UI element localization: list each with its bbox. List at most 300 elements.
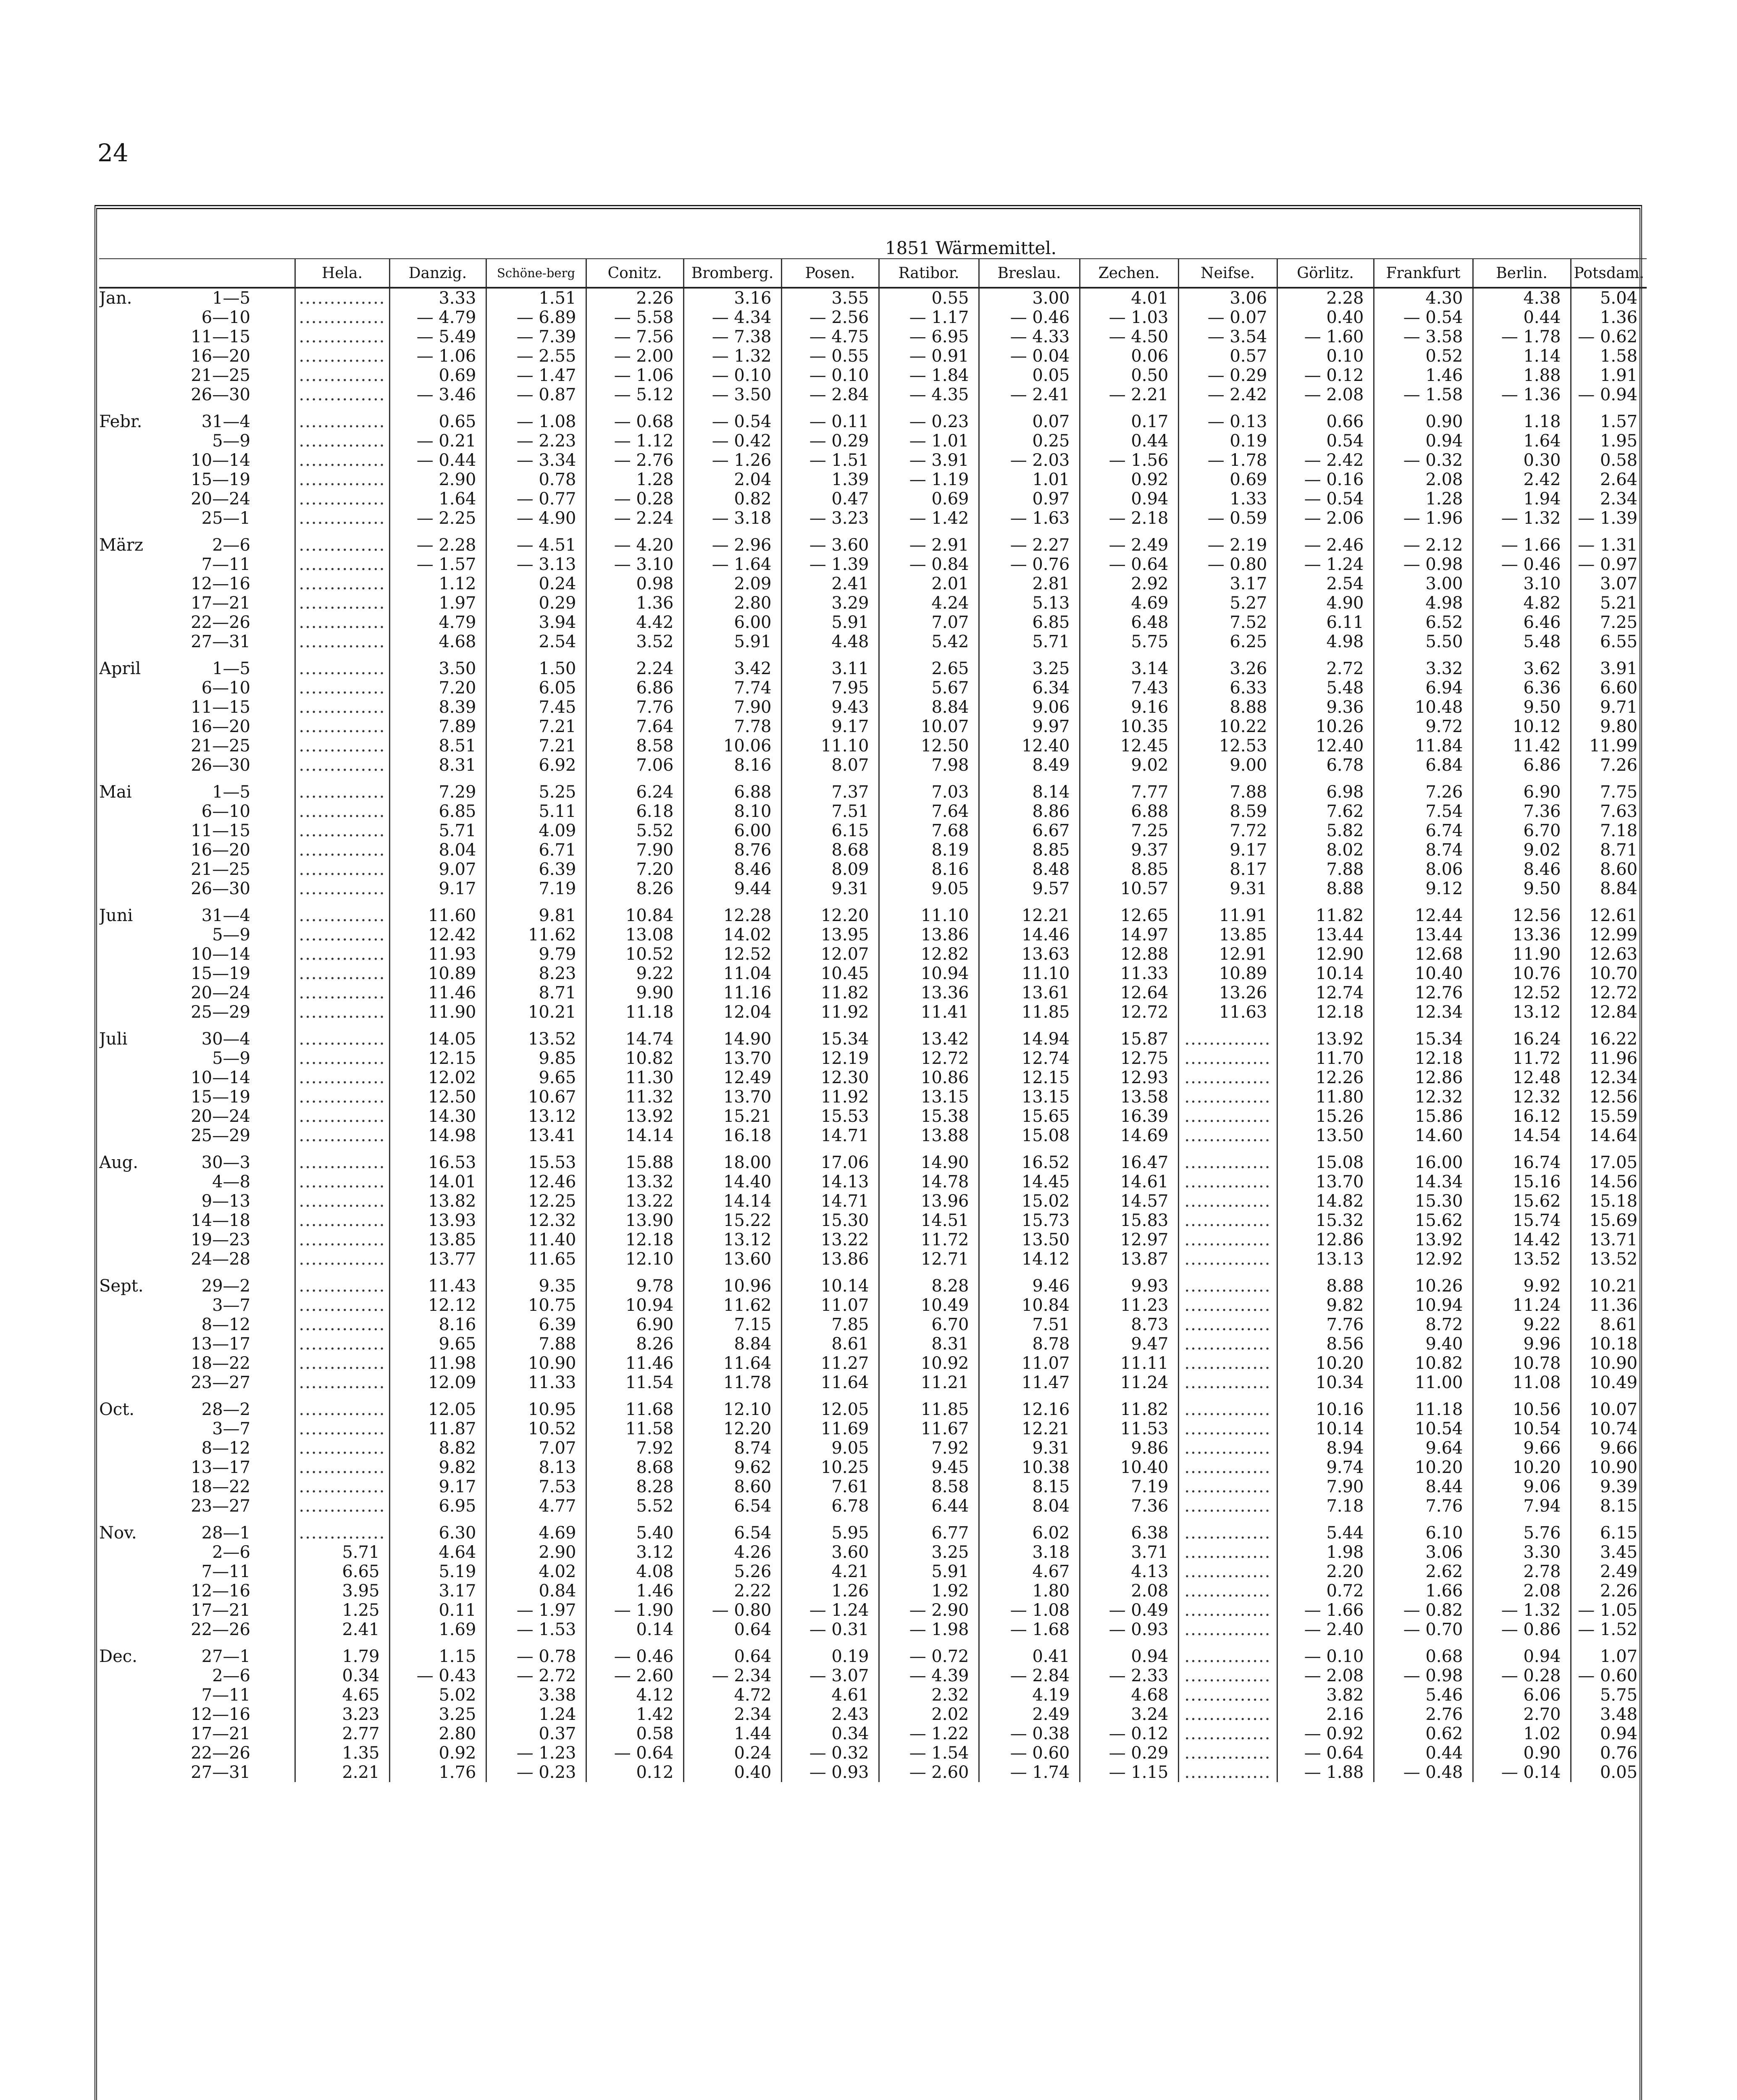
value-cell: 1.28 <box>1374 489 1473 509</box>
value-cell: — 1.78 <box>1178 451 1277 470</box>
value-cell: 9.66 <box>1571 1438 1647 1458</box>
period-label <box>99 964 295 983</box>
value-cell: 0.94 <box>1571 1724 1647 1743</box>
value-cell: 12.52 <box>1473 983 1571 1003</box>
value-cell: 10.22 <box>1178 717 1277 736</box>
value-cell: 5.67 <box>879 678 979 698</box>
value-cell: 9.50 <box>1473 879 1571 898</box>
value-cell: 0.14 <box>586 1620 683 1639</box>
value-cell: 8.16 <box>879 860 979 879</box>
value-cell: 10.84 <box>586 898 683 925</box>
value-cell: 2.90 <box>389 470 486 489</box>
value-cell: 13.86 <box>781 1250 879 1269</box>
value-cell: 6.34 <box>979 678 1080 698</box>
value-cell: 3.45 <box>1571 1543 1647 1562</box>
value-cell: 10.56 <box>1473 1392 1571 1419</box>
value-cell: — 2.41 <box>979 385 1080 404</box>
value-cell: .............. <box>1178 1562 1277 1581</box>
value-cell: 5.95 <box>781 1516 879 1543</box>
value-cell: 12.72 <box>879 1049 979 1068</box>
day-range: 13—17 <box>191 1458 250 1477</box>
value-cell: 0.92 <box>389 1743 486 1763</box>
value-cell: .............. <box>295 632 389 651</box>
value-cell: 2.09 <box>683 574 781 593</box>
value-cell: — 3.50 <box>683 385 781 404</box>
value-cell: 4.13 <box>1080 1562 1178 1581</box>
value-cell: 1.92 <box>879 1581 979 1601</box>
value-cell: 12.05 <box>389 1392 486 1419</box>
table-row <box>99 431 1647 451</box>
value-cell: — 2.72 <box>486 1666 586 1685</box>
table-row <box>99 1003 1647 1022</box>
value-cell: 12.61 <box>1571 898 1647 925</box>
value-cell: 12.19 <box>781 1049 879 1068</box>
value-cell: 1.51 <box>486 288 586 308</box>
period-label <box>99 1049 295 1068</box>
value-cell: 1.58 <box>1571 346 1647 366</box>
value-cell: 1.46 <box>586 1581 683 1601</box>
value-cell: 12.63 <box>1571 945 1647 964</box>
value-cell: 8.68 <box>781 840 879 860</box>
value-cell: 15.38 <box>879 1107 979 1126</box>
value-cell: 16.22 <box>1571 1022 1647 1049</box>
value-cell: — 0.38 <box>979 1724 1080 1743</box>
value-cell: .............. <box>295 1192 389 1211</box>
value-cell: 0.34 <box>781 1724 879 1743</box>
value-cell: 6.77 <box>879 1516 979 1543</box>
value-cell: 10.34 <box>1277 1373 1374 1392</box>
value-cell: 15.53 <box>486 1145 586 1172</box>
value-cell: 14.42 <box>1473 1230 1571 1250</box>
value-cell: — 3.07 <box>781 1666 879 1685</box>
value-cell: — 1.96 <box>1374 509 1473 528</box>
value-cell: 1.28 <box>586 470 683 489</box>
value-cell: 10.45 <box>781 964 879 983</box>
period-label <box>99 651 295 678</box>
value-cell: 4.02 <box>486 1562 586 1581</box>
value-cell: — 0.55 <box>781 346 879 366</box>
value-cell: 4.21 <box>781 1562 879 1581</box>
value-cell: .............. <box>1178 1126 1277 1145</box>
value-cell: — 2.55 <box>486 346 586 366</box>
value-cell: 13.93 <box>389 1211 486 1230</box>
value-cell: 6.78 <box>781 1496 879 1516</box>
value-cell: 0.24 <box>683 1743 781 1763</box>
day-range: 3—7 <box>212 1419 250 1438</box>
value-cell: — 1.08 <box>979 1601 1080 1620</box>
value-cell: 8.19 <box>879 840 979 860</box>
value-cell: 8.85 <box>979 840 1080 860</box>
value-cell: 8.10 <box>683 802 781 821</box>
value-cell: — 3.23 <box>781 509 879 528</box>
table-row <box>99 1639 1647 1666</box>
value-cell: .............. <box>295 651 389 678</box>
day-range: 23—27 <box>191 1373 250 1392</box>
value-cell: 5.76 <box>1473 1516 1571 1543</box>
value-cell: 6.60 <box>1571 678 1647 698</box>
value-cell: 15.32 <box>1277 1211 1374 1230</box>
value-cell: 11.42 <box>1473 736 1571 756</box>
value-cell: 11.08 <box>1473 1373 1571 1392</box>
value-cell: — 1.22 <box>879 1724 979 1743</box>
value-cell: 12.21 <box>979 1419 1080 1438</box>
value-cell: 7.63 <box>1571 802 1647 821</box>
value-cell: 5.27 <box>1178 593 1277 613</box>
table-row <box>99 945 1647 964</box>
value-cell: 7.19 <box>1080 1477 1178 1496</box>
table-row <box>99 1087 1647 1107</box>
value-cell: 2.21 <box>295 1763 389 1782</box>
value-cell: 3.32 <box>1374 651 1473 678</box>
value-cell: 11.63 <box>1178 1003 1277 1022</box>
value-cell: 7.37 <box>781 775 879 802</box>
day-range: 10—14 <box>191 451 250 470</box>
value-cell: 10.94 <box>879 964 979 983</box>
value-cell: .............. <box>1178 1763 1277 1782</box>
value-cell: 2.22 <box>683 1581 781 1601</box>
value-cell: .............. <box>1178 1211 1277 1230</box>
value-cell: 12.76 <box>1374 983 1473 1003</box>
value-cell: — 4.34 <box>683 308 781 327</box>
value-cell: — 2.33 <box>1080 1666 1178 1685</box>
value-cell: — 2.46 <box>1277 528 1374 555</box>
day-range: 4—8 <box>212 1172 250 1192</box>
value-cell: 9.17 <box>1178 840 1277 860</box>
value-cell: — 3.18 <box>683 509 781 528</box>
period-label <box>99 1620 295 1639</box>
value-cell: .............. <box>295 945 389 964</box>
value-cell: 7.90 <box>683 698 781 717</box>
day-range: 17—21 <box>191 1724 250 1743</box>
value-cell: — 5.12 <box>586 385 683 404</box>
value-cell: 10.14 <box>781 1269 879 1296</box>
value-cell: 2.41 <box>781 574 879 593</box>
value-cell: 14.34 <box>1374 1172 1473 1192</box>
value-cell: 7.98 <box>879 756 979 775</box>
value-cell: .............. <box>295 1022 389 1049</box>
day-range: 27—31 <box>191 1763 250 1782</box>
value-cell: 3.30 <box>1473 1543 1571 1562</box>
value-cell: .............. <box>1178 1419 1277 1438</box>
value-cell: — 0.64 <box>1080 555 1178 574</box>
period-label <box>99 1543 295 1562</box>
value-cell: — 2.60 <box>879 1763 979 1782</box>
value-cell: 15.74 <box>1473 1211 1571 1230</box>
value-cell: 4.19 <box>979 1685 1080 1705</box>
table-row <box>99 1172 1647 1192</box>
value-cell: 4.69 <box>1080 593 1178 613</box>
day-range: 15—19 <box>191 1087 250 1107</box>
table-row <box>99 651 1647 678</box>
value-cell: .............. <box>295 1477 389 1496</box>
day-range: 25—1 <box>201 509 250 528</box>
value-cell: 4.38 <box>1473 288 1571 308</box>
month-label: Jan. <box>99 289 132 308</box>
value-cell: 6.86 <box>1473 756 1571 775</box>
value-cell: 8.78 <box>979 1334 1080 1354</box>
value-cell: 12.18 <box>1374 1049 1473 1068</box>
value-cell: 14.71 <box>781 1126 879 1145</box>
column-header: Breslau. <box>979 259 1080 288</box>
value-cell: 14.40 <box>683 1172 781 1192</box>
value-cell: 11.27 <box>781 1354 879 1373</box>
value-cell: .............. <box>295 1172 389 1192</box>
value-cell: 13.86 <box>879 925 979 945</box>
value-cell: 11.87 <box>389 1419 486 1438</box>
value-cell: — 0.16 <box>1277 470 1374 489</box>
value-cell: — 1.01 <box>879 431 979 451</box>
value-cell: 2.42 <box>1473 470 1571 489</box>
value-cell: 12.46 <box>486 1172 586 1192</box>
table-row <box>99 1562 1647 1581</box>
value-cell: 0.05 <box>979 366 1080 385</box>
value-cell: — 1.54 <box>879 1743 979 1763</box>
value-cell: 10.35 <box>1080 717 1178 736</box>
period-label <box>99 593 295 613</box>
value-cell: — 4.33 <box>979 327 1080 346</box>
value-cell: 8.84 <box>1571 879 1647 898</box>
value-cell: 4.30 <box>1374 288 1473 308</box>
value-cell: 2.24 <box>586 651 683 678</box>
value-cell: 8.14 <box>979 775 1080 802</box>
day-range: 23—27 <box>191 1496 250 1516</box>
value-cell: 2.80 <box>389 1724 486 1743</box>
value-cell: 13.41 <box>486 1126 586 1145</box>
value-cell: 11.91 <box>1178 898 1277 925</box>
value-cell: 10.38 <box>979 1458 1080 1477</box>
period-label <box>99 945 295 964</box>
value-cell: 8.23 <box>486 964 586 983</box>
value-cell: — 0.98 <box>1374 1666 1473 1685</box>
value-cell: 1.64 <box>389 489 486 509</box>
value-cell: — 0.13 <box>1178 404 1277 431</box>
value-cell: 3.23 <box>295 1705 389 1724</box>
table-row <box>99 840 1647 860</box>
day-range: 2—6 <box>212 536 250 555</box>
period-label <box>99 1126 295 1145</box>
value-cell: 7.76 <box>1374 1496 1473 1516</box>
table-row <box>99 1601 1647 1620</box>
day-range: 12—16 <box>191 574 250 593</box>
value-cell: 16.39 <box>1080 1107 1178 1126</box>
value-cell: 12.86 <box>1374 1068 1473 1087</box>
value-cell: 6.88 <box>1080 802 1178 821</box>
value-cell: — 2.24 <box>586 509 683 528</box>
value-cell: 12.64 <box>1080 983 1178 1003</box>
value-cell: .............. <box>1178 1620 1277 1639</box>
value-cell: 9.47 <box>1080 1334 1178 1354</box>
value-cell: 8.15 <box>979 1477 1080 1496</box>
value-cell: — 4.35 <box>879 385 979 404</box>
day-range: 17—21 <box>191 1601 250 1620</box>
value-cell: 3.16 <box>683 288 781 308</box>
day-range: 26—30 <box>191 385 250 404</box>
value-cell: 3.12 <box>586 1543 683 1562</box>
value-cell: 2.62 <box>1374 1562 1473 1581</box>
value-cell: 12.20 <box>781 898 879 925</box>
value-cell: 1.46 <box>1374 366 1473 385</box>
value-cell: 0.30 <box>1473 451 1571 470</box>
value-cell: 9.22 <box>586 964 683 983</box>
table-row <box>99 1543 1647 1562</box>
value-cell: 11.21 <box>879 1373 979 1392</box>
value-cell: .............. <box>1178 1087 1277 1107</box>
period-label <box>99 1496 295 1516</box>
value-cell: 1.42 <box>586 1705 683 1724</box>
value-cell: 15.21 <box>683 1107 781 1126</box>
day-range: 30—3 <box>201 1153 250 1172</box>
value-cell: 8.59 <box>1178 802 1277 821</box>
value-cell: — 1.08 <box>486 404 586 431</box>
value-cell: .............. <box>295 964 389 983</box>
day-range: 14—18 <box>191 1211 250 1230</box>
day-range: 20—24 <box>191 1107 250 1126</box>
value-cell: 8.61 <box>781 1334 879 1354</box>
day-range: 15—19 <box>191 964 250 983</box>
value-cell: .............. <box>295 717 389 736</box>
value-cell: 12.49 <box>683 1068 781 1087</box>
table-row <box>99 1049 1647 1068</box>
value-cell: — 1.05 <box>1571 1601 1647 1620</box>
value-cell: 11.90 <box>1473 945 1571 964</box>
value-cell: 6.11 <box>1277 613 1374 632</box>
value-cell: 9.78 <box>586 1269 683 1296</box>
value-cell: 7.75 <box>1571 775 1647 802</box>
value-cell: — 7.56 <box>586 327 683 346</box>
value-cell: — 2.42 <box>1277 451 1374 470</box>
value-cell: 2.49 <box>979 1705 1080 1724</box>
value-cell: — 1.24 <box>1277 555 1374 574</box>
column-header: Görlitz. <box>1277 259 1374 288</box>
table-row <box>99 1581 1647 1601</box>
value-cell: 14.78 <box>879 1172 979 1192</box>
value-cell: 9.85 <box>486 1049 586 1068</box>
value-cell: 4.98 <box>1374 593 1473 613</box>
value-cell: 13.61 <box>979 983 1080 1003</box>
value-cell: .............. <box>295 1211 389 1230</box>
value-cell: — 1.84 <box>879 366 979 385</box>
value-cell: .............. <box>295 555 389 574</box>
value-cell: 0.54 <box>1277 431 1374 451</box>
value-cell: .............. <box>1178 1192 1277 1211</box>
table-row <box>99 698 1647 717</box>
value-cell: — 1.90 <box>586 1601 683 1620</box>
value-cell: 13.52 <box>1473 1250 1571 1269</box>
value-cell: 12.74 <box>979 1049 1080 1068</box>
value-cell: 3.48 <box>1571 1705 1647 1724</box>
column-header: Potsdam. <box>1571 259 1647 288</box>
value-cell: 11.82 <box>781 983 879 1003</box>
value-cell: 7.45 <box>486 698 586 717</box>
value-cell: — 1.39 <box>1571 509 1647 528</box>
period-label <box>99 1230 295 1250</box>
day-range: 18—22 <box>191 1477 250 1496</box>
value-cell: 4.90 <box>1277 593 1374 613</box>
value-cell: 9.71 <box>1571 698 1647 717</box>
value-cell: 7.90 <box>1277 1477 1374 1496</box>
value-cell: .............. <box>295 1315 389 1334</box>
value-cell: 9.35 <box>486 1269 586 1296</box>
value-cell: .............. <box>295 1003 389 1022</box>
column-header: Danzig. <box>389 259 486 288</box>
value-cell: 8.84 <box>683 1334 781 1354</box>
value-cell: 9.64 <box>1374 1438 1473 1458</box>
period-label <box>99 840 295 860</box>
value-cell: 8.60 <box>683 1477 781 1496</box>
value-cell: 1.64 <box>1473 431 1571 451</box>
month-label: März <box>99 536 143 555</box>
value-cell: 2.08 <box>1080 1581 1178 1601</box>
value-cell: .............. <box>295 1068 389 1087</box>
value-cell: 10.40 <box>1374 964 1473 983</box>
value-cell: 5.02 <box>389 1685 486 1705</box>
value-cell: 8.60 <box>1571 860 1647 879</box>
value-cell: 2.08 <box>1374 470 1473 489</box>
value-cell: 0.94 <box>1080 489 1178 509</box>
value-cell: — 2.23 <box>486 431 586 451</box>
value-cell: — 1.66 <box>1473 528 1571 555</box>
value-cell: .............. <box>295 327 389 346</box>
value-cell: 6.85 <box>389 802 486 821</box>
value-cell: 9.05 <box>781 1438 879 1458</box>
value-cell: 1.35 <box>295 1743 389 1763</box>
value-cell: 1.66 <box>1374 1581 1473 1601</box>
table-row <box>99 1438 1647 1458</box>
table-row <box>99 1296 1647 1315</box>
value-cell: 9.05 <box>879 879 979 898</box>
value-cell: 5.91 <box>781 613 879 632</box>
value-cell: 3.42 <box>683 651 781 678</box>
value-cell: — 0.91 <box>879 346 979 366</box>
value-cell: .............. <box>295 593 389 613</box>
value-cell: 5.26 <box>683 1562 781 1581</box>
value-cell: 0.11 <box>389 1601 486 1620</box>
period-label <box>99 1562 295 1581</box>
value-cell: 3.06 <box>1178 288 1277 308</box>
value-cell: 11.85 <box>879 1392 979 1419</box>
value-cell: 0.40 <box>683 1763 781 1782</box>
value-cell: — 0.42 <box>683 431 781 451</box>
table-row <box>99 1458 1647 1477</box>
value-cell: 1.76 <box>389 1763 486 1782</box>
value-cell: 15.08 <box>1277 1145 1374 1172</box>
value-cell: 6.39 <box>486 1315 586 1334</box>
value-cell: 9.00 <box>1178 756 1277 775</box>
table-row <box>99 821 1647 840</box>
value-cell: 6.95 <box>389 1496 486 1516</box>
value-cell: 8.04 <box>389 840 486 860</box>
value-cell: 7.88 <box>486 1334 586 1354</box>
value-cell: 9.72 <box>1374 717 1473 736</box>
value-cell: .............. <box>295 698 389 717</box>
day-range: 7—11 <box>201 555 250 574</box>
table-row <box>99 385 1647 404</box>
value-cell: 8.26 <box>586 879 683 898</box>
value-cell: 11.58 <box>586 1419 683 1438</box>
value-cell: 14.97 <box>1080 925 1178 945</box>
value-cell: 0.29 <box>486 593 586 613</box>
value-cell: 10.20 <box>1473 1458 1571 1477</box>
table-row <box>99 528 1647 555</box>
period-label <box>99 385 295 404</box>
value-cell: 2.81 <box>979 574 1080 593</box>
value-cell: 14.02 <box>683 925 781 945</box>
value-cell: 11.07 <box>781 1296 879 1315</box>
value-cell: 5.40 <box>586 1516 683 1543</box>
value-cell: 3.06 <box>1374 1543 1473 1562</box>
value-cell: 4.48 <box>781 632 879 651</box>
value-cell: — 2.08 <box>1277 1666 1374 1685</box>
